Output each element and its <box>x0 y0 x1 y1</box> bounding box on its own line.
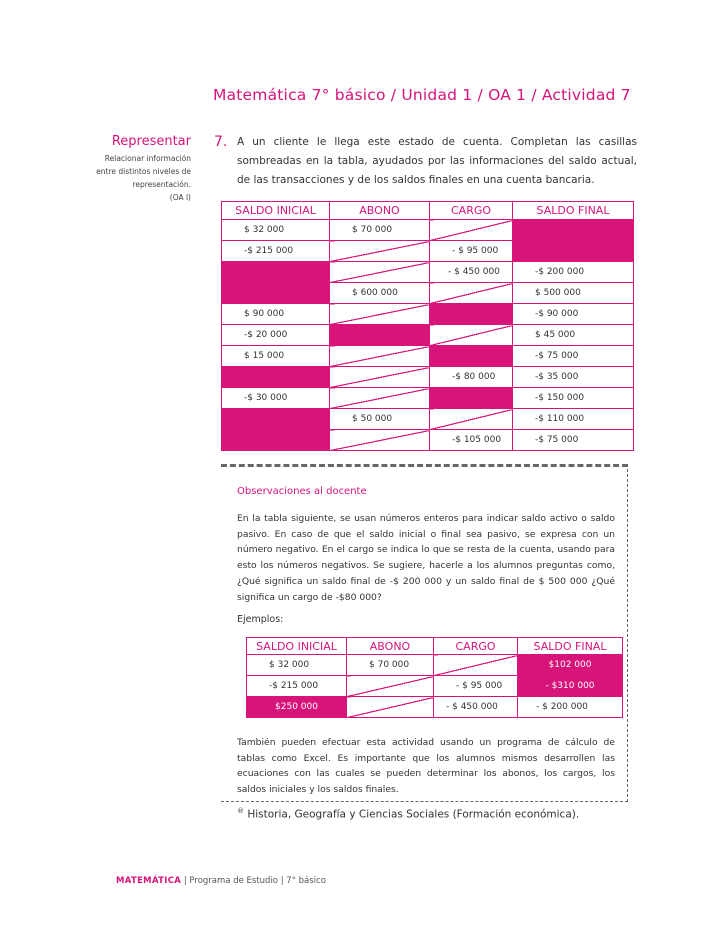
table-cell: - $ 200 000 <box>518 697 623 718</box>
table-cell: -$ 215 000 <box>247 676 347 697</box>
shaded-answer-cell <box>222 283 330 304</box>
table-row <box>222 304 634 325</box>
col-header-saldo-final: SALDO FINAL <box>513 202 634 220</box>
table-row <box>247 655 623 676</box>
shaded-answer-cell <box>430 304 513 325</box>
shaded-answer-cell: $102 000 <box>518 655 623 676</box>
table-cell: - $ 450 000 <box>434 697 518 718</box>
skill-desc-line: representación. <box>132 180 191 189</box>
table-cell: $ 600 000 <box>330 283 430 304</box>
table-cell: -$ 80 000 <box>430 367 513 388</box>
table-row <box>222 367 634 388</box>
table-cell: $ 70 000 <box>330 220 430 241</box>
crossed-out-cell <box>430 409 513 430</box>
col-header-saldo-inicial: SALDO INICIAL <box>247 638 347 655</box>
footnote-mark: ® <box>237 807 244 815</box>
table-cell: - $ 450 000 <box>430 262 513 283</box>
skill-code: (OA l) <box>169 193 191 202</box>
table-cell: -$ 75 000 <box>513 430 634 451</box>
table-cell: $ 500 000 <box>513 283 634 304</box>
skill-sidebar <box>61 134 191 204</box>
crossed-out-cell <box>330 430 430 451</box>
table-cell: $ 32 000 <box>247 655 347 676</box>
table-cell: $ 32 000 <box>222 220 330 241</box>
table-header-row <box>247 638 623 655</box>
question-number: 7. <box>214 134 228 150</box>
table-row <box>222 262 634 283</box>
page-title: Matemática 7° básico / Unidad 1 / OA 1 / Actividad 7 <box>213 86 631 104</box>
crossed-out-cell <box>330 346 430 367</box>
footer-separator: | <box>278 876 287 886</box>
table-cell: - $ 95 000 <box>430 241 513 262</box>
table-row <box>222 325 634 346</box>
table-cell: -$ 200 000 <box>513 262 634 283</box>
crossed-out-cell <box>347 676 434 697</box>
crossed-out-cell <box>330 262 430 283</box>
table-row <box>222 283 634 304</box>
teacher-notes-title: Observaciones al docente <box>237 486 367 497</box>
teacher-notes-paragraph: En la tabla siguiente, se usan números enteros para indicar saldo activo o saldo pasivo. En caso de que el saldo inicial o final sea pasivo, se expresa con un número negativo. En el cargo se indica lo que se resta de la cuenta, usando para esto los números negativos. Se sugiere, hacerle a los alumnos preguntas como, ¿Qué significa un saldo final de -$ 200 000 y un saldo final de $ 500 000 ¿Qué significa un cargo de -$80 000? <box>237 513 615 603</box>
skill-desc-line: entre distintos niveles de <box>96 167 191 176</box>
footer-brand: MATEMÁTICA <box>116 876 182 886</box>
table-header-row <box>222 202 634 220</box>
crossed-out-cell <box>330 304 430 325</box>
col-header-cargo: CARGO <box>434 638 518 655</box>
footer-program: Programa de Estudio <box>189 876 278 886</box>
question-text: A un cliente le llega este estado de cuenta. Completan las casillas sombreadas en la tabla, ayudados por las informaciones del saldo actual, de las transacciones y de los saldos finales en una cuenta bancaria. <box>237 136 637 186</box>
table-cell: $ 90 000 <box>222 304 330 325</box>
col-header-saldo-inicial: SALDO INICIAL <box>222 202 330 220</box>
table-row <box>222 409 634 430</box>
shaded-answer-cell <box>513 241 634 262</box>
table-cell: $ 15 000 <box>222 346 330 367</box>
teacher-notes-paragraph: También pueden efectuar esta actividad usando un programa de cálculo de tablas como Excel. Es importante que los alumnos mismos desarrollen las ecuaciones con las cuales se pueden determinar los abonos, los cargos, los saldos iniciales y los saldos finales. <box>237 737 615 795</box>
table-row <box>222 388 634 409</box>
crossed-out-cell <box>430 325 513 346</box>
table-cell: -$ 30 000 <box>222 388 330 409</box>
skill-description <box>61 152 191 204</box>
cross-curricular-footnote <box>237 807 579 821</box>
crossed-out-cell <box>430 220 513 241</box>
table-cell: -$ 215 000 <box>222 241 330 262</box>
crossed-out-cell <box>347 697 434 718</box>
page-footer <box>116 876 326 886</box>
skill-desc-line: Relacionar información <box>104 154 191 163</box>
col-header-abono: ABONO <box>330 202 430 220</box>
table-cell: $ 70 000 <box>347 655 434 676</box>
crossed-out-cell <box>330 367 430 388</box>
footnote-text: Historia, Geografía y Ciencias Sociales (Formación económica). <box>247 808 580 821</box>
table-cell: - $ 95 000 <box>434 676 518 697</box>
table-cell: $ 45 000 <box>513 325 634 346</box>
col-header-abono: ABONO <box>347 638 434 655</box>
table-cell: $ 50 000 <box>330 409 430 430</box>
skill-heading: Representar <box>111 134 191 149</box>
shaded-answer-cell <box>222 367 330 388</box>
shaded-answer-cell <box>222 409 330 451</box>
examples-table <box>246 637 623 718</box>
shaded-answer-cell <box>430 346 513 367</box>
crossed-out-cell <box>430 283 513 304</box>
table-cell: -$ 35 000 <box>513 367 634 388</box>
shaded-answer-cell <box>430 388 513 409</box>
table-cell: -$ 90 000 <box>513 304 634 325</box>
table-row <box>222 346 634 367</box>
table-cell: -$ 150 000 <box>513 388 634 409</box>
footer-grade: 7° básico <box>286 876 326 886</box>
table-row <box>222 241 634 262</box>
footer-separator: | <box>181 876 190 886</box>
examples-label: Ejemplos: <box>237 614 284 625</box>
shaded-answer-cell <box>222 262 330 283</box>
crossed-out-cell <box>330 388 430 409</box>
table-cell: -$ 110 000 <box>513 409 634 430</box>
col-header-cargo: CARGO <box>430 202 513 220</box>
table-cell: -$ 75 000 <box>513 346 634 367</box>
shaded-answer-cell: - $310 000 <box>518 676 623 697</box>
table-cell: -$ 20 000 <box>222 325 330 346</box>
shaded-answer-cell <box>513 220 634 241</box>
table-row <box>247 697 623 718</box>
table-row <box>222 220 634 241</box>
account-statement-table <box>221 201 634 451</box>
crossed-out-cell <box>434 655 518 676</box>
col-header-saldo-final: SALDO FINAL <box>518 638 623 655</box>
table-cell: -$ 105 000 <box>430 430 513 451</box>
table-row <box>247 676 623 697</box>
crossed-out-cell <box>330 241 430 262</box>
shaded-answer-cell <box>330 325 430 346</box>
shaded-answer-cell: $250 000 <box>247 697 347 718</box>
